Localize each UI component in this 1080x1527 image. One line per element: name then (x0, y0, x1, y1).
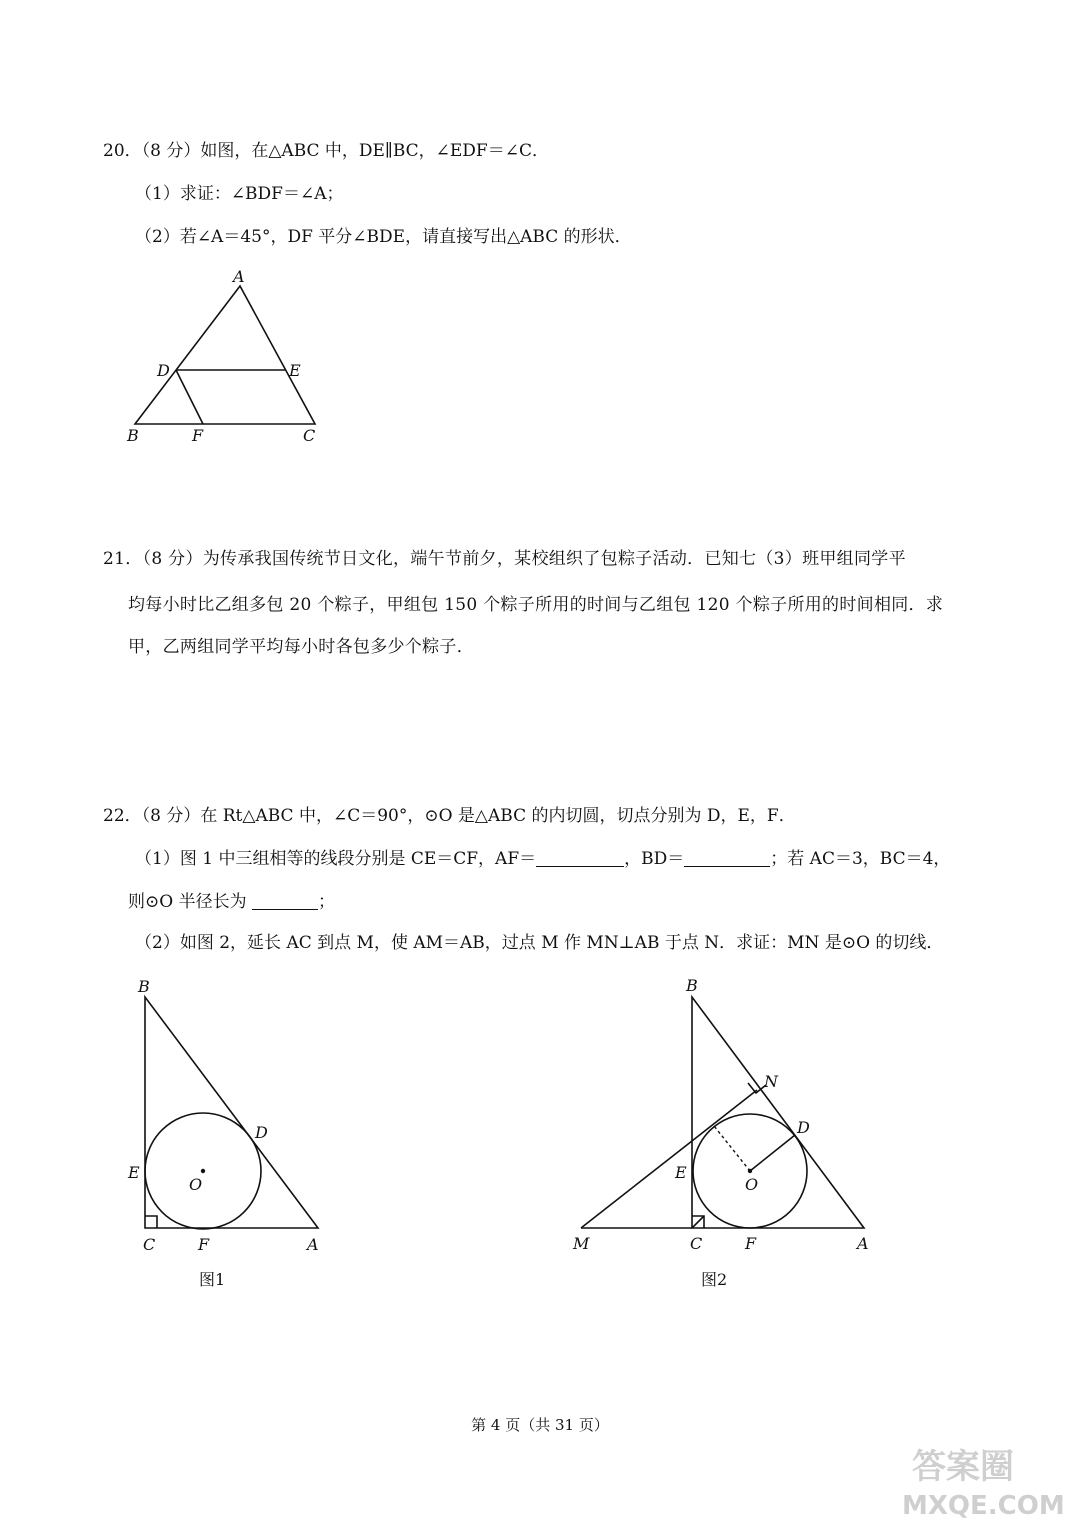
q22-figure1 (120, 970, 340, 1300)
q20-stem: 20．（8 分）如图，在△ABC 中，DE∥BC，∠EDF＝∠C． (103, 141, 549, 161)
q22-part1-line (135, 846, 950, 872)
watermark-top: 答案圈 (912, 1447, 1014, 1487)
fig2-label-m: M (573, 1234, 590, 1253)
fig2-label-c: C (690, 1234, 703, 1253)
fig1-label-d: D (255, 1123, 268, 1142)
label-f: F (192, 426, 204, 445)
q21-line2: 均每小时比乙组多包 20 个粽子，甲组包 150 个粽子所用的时间与乙组包 120 个粽子所用的时间相同．求 (128, 595, 944, 615)
q22-figure2 (565, 970, 885, 1300)
answer-blank-af[interactable] (536, 848, 624, 867)
fig2-label-a: A (857, 1234, 869, 1253)
q22-part1-e: ； (318, 892, 335, 912)
label-e: E (289, 361, 301, 380)
q22-stem: 22．（8 分）在 Rt△ABC 中，∠C＝90°，⊙O 是△ABC 的内切圆，切点分别为 D，E，F． (103, 806, 796, 826)
q20-figure (120, 262, 340, 452)
q22-part2: （2）如图 2，延长 AC 到点 M，使 AM＝AB，过点 M 作 MN⊥AB 于点 N．求证：MN 是⊙O 的切线． (135, 933, 944, 953)
fig2-label-f: F (745, 1234, 757, 1253)
fig1-label-e: E (128, 1163, 140, 1182)
dashed-segment-o (714, 1126, 750, 1171)
page-footer (0, 1414, 1080, 1435)
fig2-label-o: O (745, 1175, 759, 1194)
fig2-label-e: E (675, 1163, 687, 1182)
center-o-fig2 (748, 1169, 752, 1173)
diag-mark-c (692, 1216, 704, 1228)
center-o-fig1 (201, 1169, 205, 1173)
page-total: （共 31 页） (520, 1416, 609, 1434)
q22-part1-line2 (128, 889, 335, 915)
right-angle-mark-fig1 (145, 1216, 157, 1228)
watermark (900, 1440, 1070, 1520)
fig1-caption: 图1 (199, 1270, 226, 1289)
q20-part1: （1）求证：∠BDF＝∠A； (135, 184, 344, 204)
page-number: 第 4 页 (471, 1416, 521, 1434)
answer-blank-radius[interactable] (252, 891, 318, 910)
fig1-label-c: C (143, 1235, 156, 1254)
triangle-abc-fig1 (145, 997, 318, 1228)
q21-line3: 甲，乙两组同学平均每小时各包多少个粽子． (128, 637, 474, 657)
fig2-caption: 图2 (701, 1270, 728, 1289)
q22-part1-b: ，BD＝ (624, 849, 685, 869)
fig1-label-b: B (138, 977, 150, 996)
fig1-label-a: A (307, 1235, 319, 1254)
fig2-label-b: B (686, 976, 698, 995)
triangle-abc (135, 286, 315, 424)
segment-df (176, 370, 203, 424)
label-d: D (157, 361, 170, 380)
watermark-bottom: MXQE.COM (902, 1491, 1065, 1520)
q21-line1: 21．（8 分）为传承我国传统节日文化，端午节前夕，某校组织了包粽子活动．已知七（3）班甲组同学平 (103, 549, 906, 569)
fig1-label-o: O (189, 1175, 203, 1194)
label-b: B (127, 426, 139, 445)
answer-blank-bd[interactable] (684, 848, 770, 867)
label-c: C (303, 426, 316, 445)
segment-mn (581, 1090, 757, 1228)
segment-od (750, 1135, 795, 1171)
q22-part1-d: 则⊙O 半径长为 (128, 892, 247, 912)
fig2-label-n: N (764, 1072, 778, 1091)
q20-part2: （2）若∠A＝45°，DF 平分∠BDE，请直接写出△ABC 的形状． (135, 227, 632, 247)
q22-part1-c: ；若 AC＝3，BC＝4， (770, 849, 951, 869)
triangle-abc-fig2 (692, 997, 864, 1228)
fig2-label-d: D (797, 1118, 810, 1137)
label-a: A (233, 267, 245, 286)
fig1-label-f: F (198, 1235, 210, 1254)
q22-part1-a: （1）图 1 中三组相等的线段分别是 CE＝CF，AF＝ (135, 849, 537, 869)
